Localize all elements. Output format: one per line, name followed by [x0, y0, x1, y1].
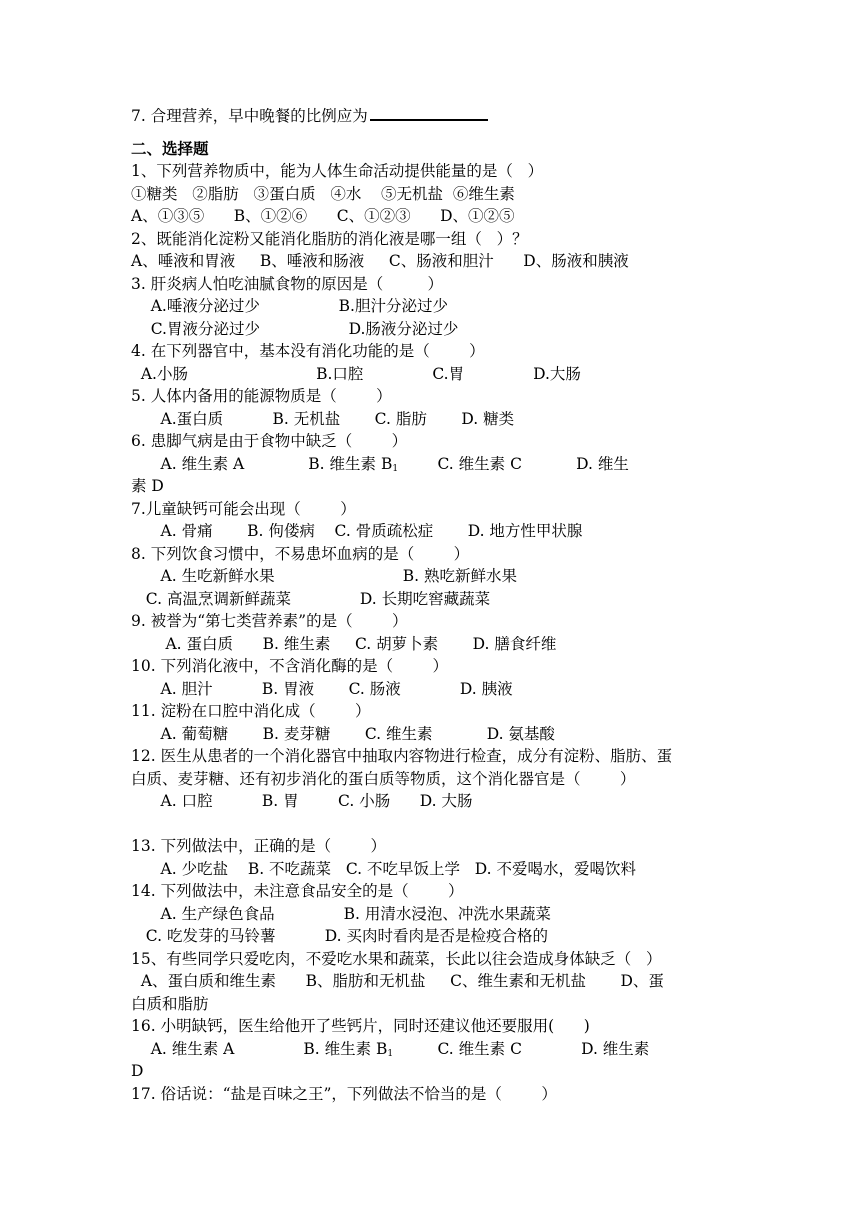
text-line: A.蛋白质 B. 无机盐 C. 脂肪 D. 糖类: [131, 410, 515, 428]
text-line: 3. 肝炎病人怕吃油腻食物的原因是（ ）: [131, 275, 444, 293]
text-line: A. 胆汁 B. 胃液 C. 肠液 D. 胰液: [131, 680, 513, 698]
text-segment: A. 维生素 A B. 维生素 B: [131, 1040, 388, 1058]
text-segment: C. 维生素 C D. 维生: [398, 455, 629, 473]
text-line: A.唾液分泌过少 B.胆汁分泌过少: [131, 297, 448, 315]
text-line: ①糖类 ②脂肪 ③蛋白质 ④水 ⑤无机盐 ⑥维生素: [131, 185, 515, 203]
text-line: 8. 下列饮食习惯中，不易患坏血病的是（ ）: [131, 545, 470, 563]
text-line: 11. 淀粉在口腔中消化成（ ）: [131, 702, 371, 720]
text-line: A. 蛋白质 B. 维生素 C. 胡萝卜素 D. 膳食纤维: [131, 635, 557, 653]
text-line: A. 少吃盐 B. 不吃蔬菜 C. 不吃早饭上学 D. 不爱喝水，爱喝饮料: [131, 860, 637, 878]
subscript: 1: [392, 464, 399, 474]
text-line: 7.儿童缺钙可能会出现（ ）: [131, 500, 356, 518]
text-line: C. 吃发芽的马铃薯 D. 买肉时看肉是否是检疫合格的: [131, 927, 548, 945]
options-line: [131, 454, 629, 479]
question-7-fill: [131, 105, 488, 126]
text-line: 10. 下列消化液中，不含消化酶的是（ ）: [131, 657, 448, 675]
text-line: C. 高温烹调新鲜蔬菜 D. 长期吃窖藏蔬菜: [131, 590, 491, 608]
text-line: A. 口腔 B. 胃 C. 小肠 D. 大肠: [131, 792, 473, 810]
answer-blank[interactable]: [370, 105, 488, 121]
text-line: A、①③⑤ B、①②⑥ C、①②③ D、①②⑤: [131, 207, 515, 225]
text-line: A. 骨痛 B. 佝偻病 C. 骨质疏松症 D. 地方性甲状腺: [131, 522, 583, 540]
options-line: [131, 1039, 649, 1064]
text-line: 12. 医生从患者的一个消化器官中抽取内容物进行检查，成分有淀粉、脂肪、蛋: [131, 747, 673, 765]
text-line: A.小肠 B.口腔 C.胃 D.大肠: [131, 365, 581, 383]
text-segment: A. 维生素 A B. 维生素 B: [131, 455, 393, 473]
text-line: 素 D: [131, 477, 164, 495]
text-line: A、唾液和胃液 B、唾液和肠液 C、肠液和胆汁 D、肠液和胰液: [131, 252, 629, 270]
text-line: 14. 下列做法中，未注意食品安全的是（ ）: [131, 882, 464, 900]
text-line: 2、既能消化淀粉又能消化脂肪的消化液是哪一组（ ）？: [131, 230, 528, 248]
text-line: D: [131, 1062, 144, 1080]
text-line: A、蛋白质和维生素 B、脂肪和无机盐 C、维生素和无机盐 D、蛋: [131, 972, 664, 990]
text-segment: C. 维生素 C D. 维生素: [393, 1040, 650, 1058]
text-line: A. 葡萄糖 B. 麦芽糖 C. 维生素 D. 氨基酸: [131, 725, 555, 743]
section-title: 二、选择题: [131, 140, 209, 158]
text-line: 1、下列营养物质中，能为人体生命活动提供能量的是（ ）: [131, 162, 544, 180]
text-line: 16. 小明缺钙，医生给他开了些钙片，同时还建议他还要服用( ): [131, 1017, 590, 1035]
text-line: 6. 患脚气病是由于食物中缺乏（ ）: [131, 432, 408, 450]
text-line: 4. 在下列器官中，基本没有消化功能的是（ ）: [131, 342, 485, 360]
text-line: 白质、麦芽糖、还有初步消化的蛋白质等物质，这个消化器官是（ ）: [131, 770, 636, 788]
text-line: 15、有些同学只爱吃肉，不爱吃水果和蔬菜，长此以往会造成身体缺乏（ ）: [131, 950, 662, 968]
text-line: 9. 被誉为“第七类营养素”的是（ ）: [131, 612, 408, 630]
text-line: 17. 俗话说：“盐是百味之王”，下列做法不恰当的是（ ）: [131, 1085, 557, 1103]
text-line: 13. 下列做法中，正确的是（ ）: [131, 837, 386, 855]
text-line: 白质和脂肪: [131, 995, 209, 1013]
question-7-text: 7. 合理营养，早中晚餐的比例应为: [131, 107, 368, 125]
text-line: A. 生产绿色食品 B. 用清水浸泡、冲洗水果蔬菜: [131, 905, 551, 923]
text-line: 5. 人体内备用的能源物质是（ ）: [131, 387, 392, 405]
text-line: A. 生吃新鲜水果 B. 熟吃新鲜水果: [131, 567, 517, 585]
text-line: C.胃液分泌过少 D.肠液分泌过少: [131, 320, 459, 338]
subscript: 1: [387, 1049, 394, 1059]
